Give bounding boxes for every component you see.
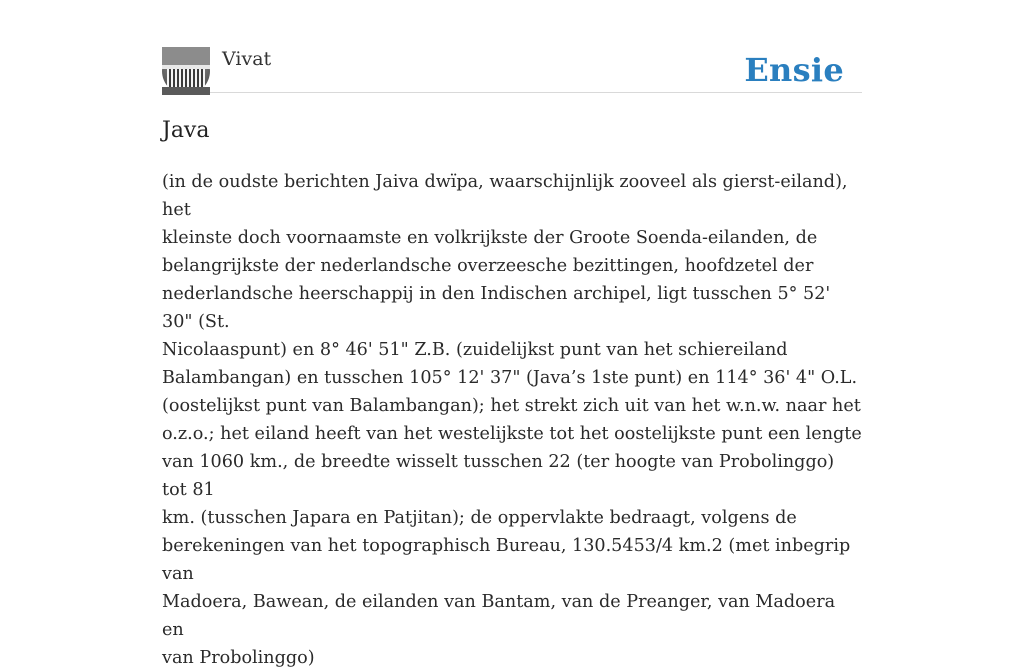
author-name[interactable]: Vivat xyxy=(222,48,272,70)
author-avatar[interactable] xyxy=(162,47,210,95)
brand-logo[interactable]: Ensie xyxy=(744,51,844,89)
article-content xyxy=(162,168,862,668)
book-spines-icon xyxy=(162,47,210,95)
article-title: Java xyxy=(162,118,210,143)
article-body: (in de oudste berichten Jaiva dwïpa, waarschijnlijk zooveel als gierst-eiland), het kleinste doch voornaamste en volkrijkste der Groote Soenda-eilanden, de belangrijkste der nederlandsche overzeesche bezittingen, hoofdzetel der nederlandsche heerschappij in den Indischen archipel, ligt tusschen 5° 52' 30" (St. Nicolaaspunt) en 8° 46' 51" Z.B. (zuidelijkst punt van het schiereiland Balambangan) en tusschen 105° 12' 37" (Java’s 1ste punt) en 114° 36' 4" O.L. (oostelijkst punt van Balambangan); het strekt zich uit van het w.n.w. naar het o.z.o.; het eiland heeft van het westelijkste tot het oostelijkste punt een lengte van 1060 km., de breedte wisselt tusschen 22 (ter hoogte van Probolinggo) tot 81 km. (tusschen Japara en Patjitan); de oppervlakte bedraagt, volgens de berekeningen van het topographisch Bureau, 130.5453/4 km.2 (met inbegrip van Madoera, Bawean, de eilanden van Bantam, van de Preanger, van Madoera en van Probolinggo) xyxy=(162,172,862,668)
site-header xyxy=(162,46,862,93)
